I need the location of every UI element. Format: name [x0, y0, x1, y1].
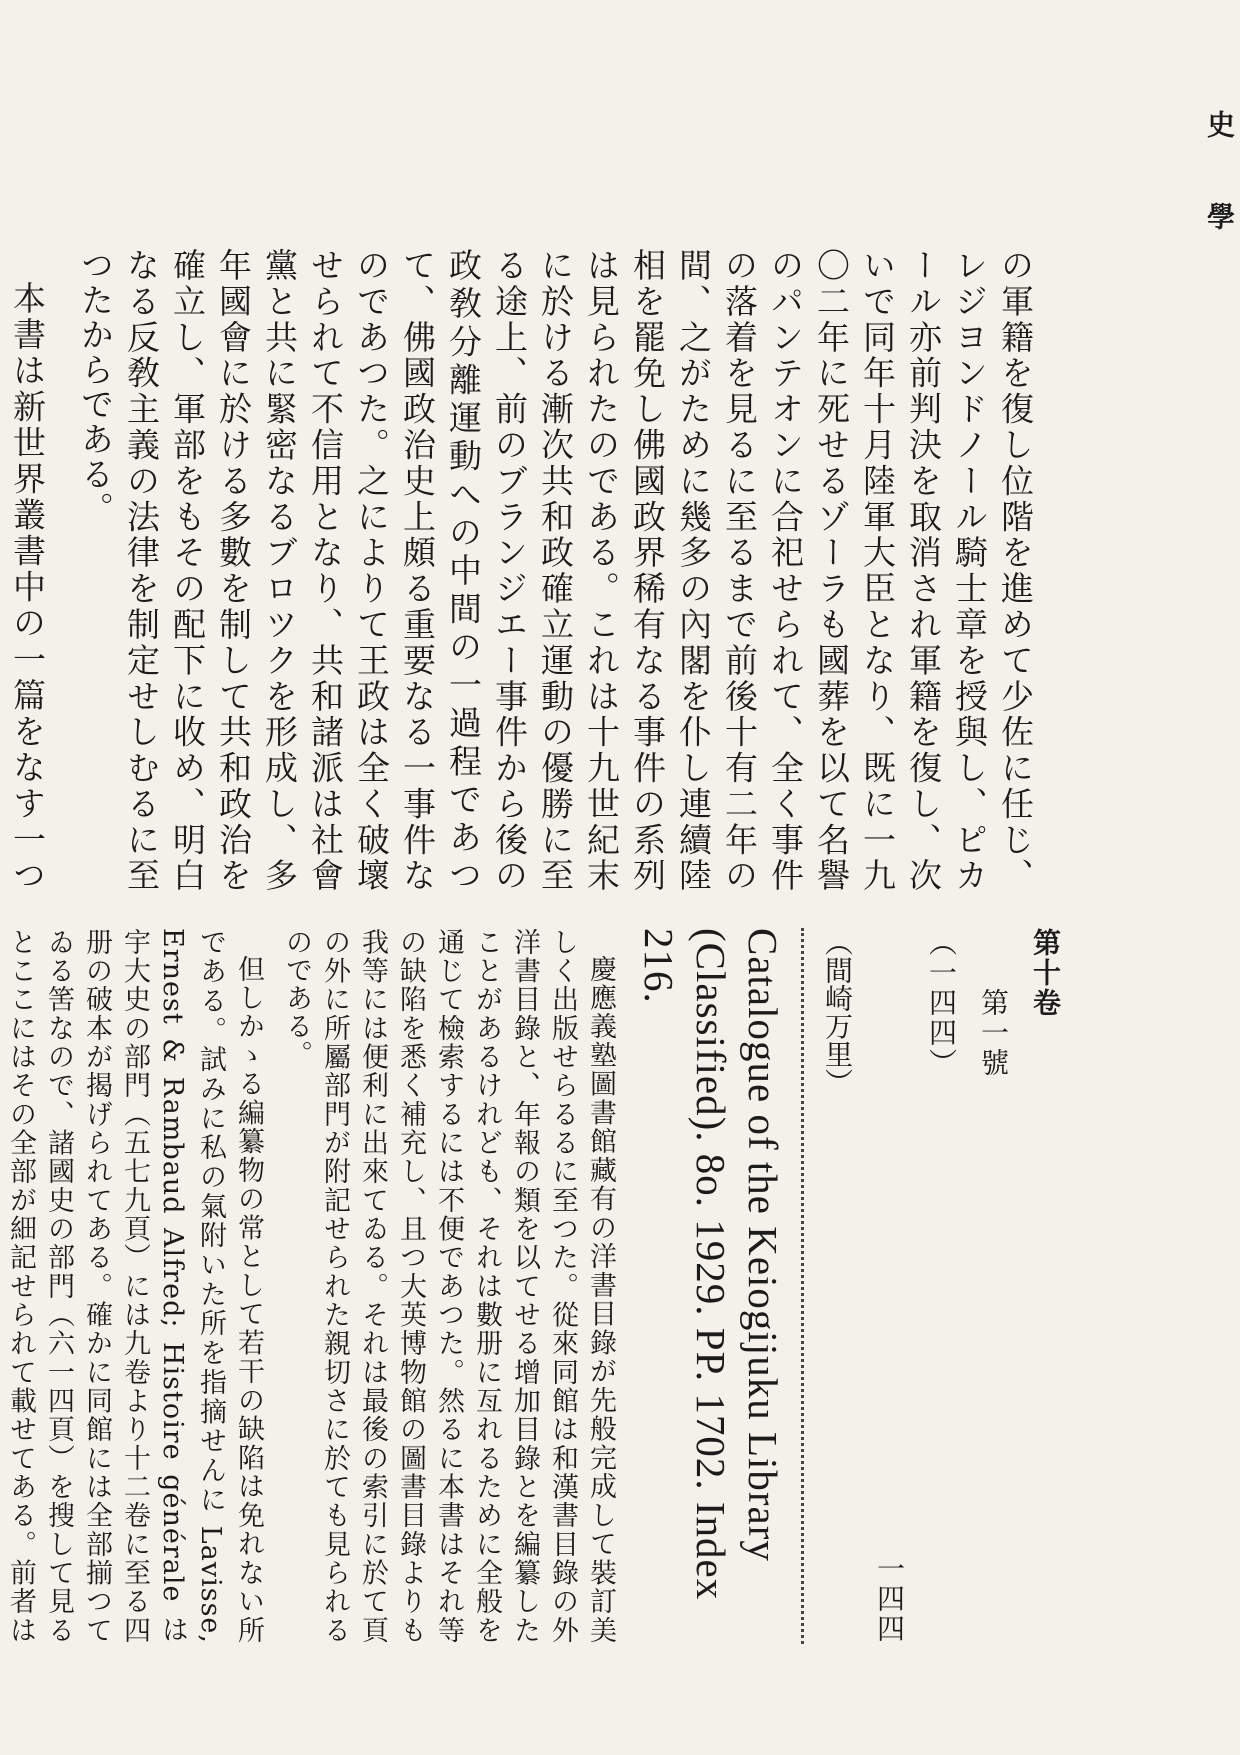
- page-paren: （一四四）: [925, 928, 958, 1078]
- review-paragraph: の軍籍を復し位階を進めて少佐に任じ、レジヨンドノール騎士章を授與し、ピカール亦前判決を取消され軍籍を復し、次いで同年十月陸軍大臣となり、既に一九〇二年に死せるゾーラも國葬を以て名譽のパンテオンに合祀せられて、全く事件の落着を見るに至るまで前後十有二年の間、之がために幾多の內閣を仆し連續陸相を罷免し佛國政界稀有なる事件の系列は見られたのである。これは十九世紀末に於ける漸次共和政確立運動の優勝に至る途上、前のブランジエー事件から後の政敎分離運動への中間の一過程であつて、佛國政治史上頗る重要なる一事件なのであつた。之によりて王政は全く破壞せられて不信用となり、共和諸派は社會黨と共に緊密なるブロツクを形成し、多年國會に於ける多數を制して共和政治を確立し、軍部をもその配下に收め、明白なる反敎主義の法律を制定せしむるに至つたからである。: [76, 248, 1035, 893]
- review-paragraph: 慶應義塾圖書館藏有の洋書目錄が先般完成して裝訂美しく出版せらるるに至つた。從來同館は和漢書目錄の外洋書目錄と、年報の類を以てせる增加目錄とを編纂したことがあるけれども、それは數册に亙れるために全般を通じて檢索するには不便であつた。然るに本書はそれ等の缺陷を悉く補充し、且つ大英博物館の圖書目錄よりも我等には便利に出來てゐる。それは最後の索引に於て頁の外に所屬部門が附記せられた親切さに於ても見られるのである。: [281, 928, 616, 1645]
- review-title: Catalogue of the Keiogijuku Library (Classified). 8o. 1929. PP. 1702. Index 216.: [636, 928, 786, 1601]
- page-number: 一四四: [873, 1554, 906, 1644]
- volume-number: 第十卷: [1029, 928, 1062, 1018]
- review-two-body: [0, 928, 619, 1644]
- reviewer-signature: （間崎万里）: [821, 928, 854, 1096]
- review-paragraph: 本書は新世界叢書中の一篇をなす一つ: [8, 281, 47, 893]
- issue-number: 第一號: [977, 988, 1010, 1078]
- review-body-upper: [8, 248, 1038, 893]
- section-divider: [801, 928, 804, 1644]
- review-paragraph: 但しかゝる編纂物の常として若干の缺陷は免れない所である。試みに私の氣附いた所を指摘せんに Lavisse, Ernest & Rambaud Alfred; Histoire générale は宇大史の部門（五七九頁）には九卷より十二卷に至る四册の破本が揭げられてある。確かに同館には全部揃つてゐる筈なので、諸國史の部門（六一四頁）を搜して見るとここにはその全部が細記せられて載せてある。前者は: [5, 928, 264, 1645]
- review-body-lower: [5, 928, 1066, 1645]
- page-colophon: [868, 928, 1066, 1644]
- running-head: 史 學: [1203, 110, 1236, 248]
